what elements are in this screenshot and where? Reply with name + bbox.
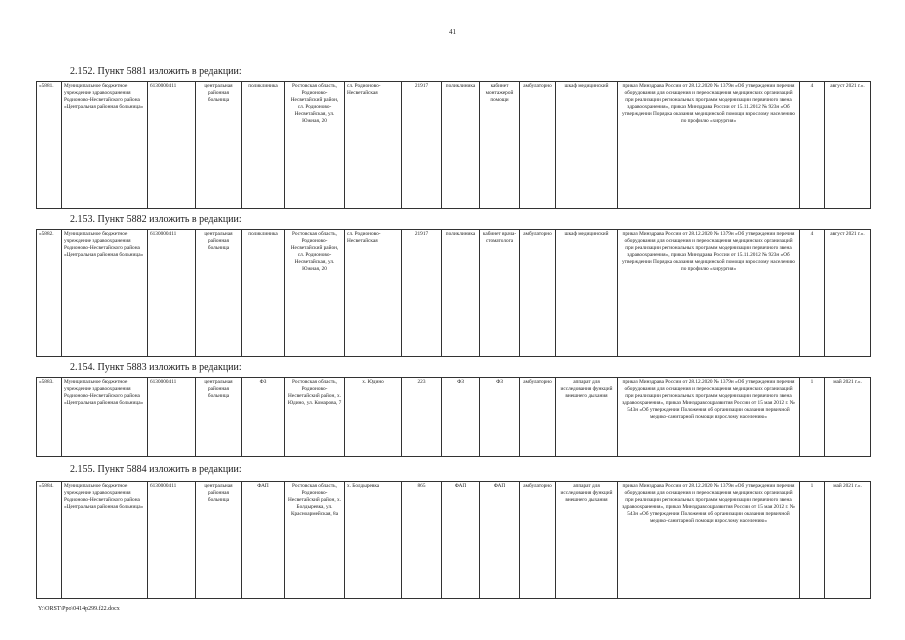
quantity: 4 xyxy=(800,82,825,209)
legal-basis: приказ Минздрава России от 28.12.2020 № 1379н «Об утверждении перечня оборудования для оснащения и переоснащения медицинских организаций при реализации региональных программ модернизации первичного звена здравоохранения», приказ Минздрава России от 15.11.2012 № 923н «Об утверждении Порядка оказания медицинской помощи взрослому населению по профилю «хирургия» xyxy=(618,82,800,209)
organization-name: Муниципальное бюджетное учреждение здравоохранения Родионово-Несветайского района «Центральная районная больница» xyxy=(62,378,148,457)
page-number: 41 xyxy=(449,28,456,36)
legal-basis: приказ Минздрава России от 28.12.2020 № 1379н «Об утверждении перечня оборудования для оснащения и переоснащения медицинских организаций при реализации региональных программ модернизации первичного звена здравоохранения», приказ Минздравсоцразвития России от 15 мая 2012 г. № 543н «Об утверждении Положения об организации оказания первичной медико-санитарной помощи взрослому населению» xyxy=(618,378,800,457)
deadline: май 2021 г.». xyxy=(825,378,871,457)
row-number: «5881. xyxy=(37,82,62,209)
inn: 6130000411 xyxy=(148,482,196,599)
row-number: «5882. xyxy=(37,230,62,357)
address: Ростовская область, Родионово-Несветайский район, х. Юдино, ул. Комарова, 7 xyxy=(285,378,345,457)
organization-type: центральная районная больница xyxy=(196,378,242,457)
quantity: 1 xyxy=(800,482,825,599)
legal-basis: приказ Минздрава России от 28.12.2020 № 1379н «Об утверждении перечня оборудования для оснащения и переоснащения медицинских организаций при реализации региональных программ модернизации первичного звена здравоохранения», приказ Минздравсоцразвития России от 15 мая 2012 г. № 543н «Об утверждении Положения об организации оказания первичной медико-санитарной помощи взрослому населению» xyxy=(618,482,800,599)
population: 223 xyxy=(402,378,442,457)
equipment: шкаф медицинский xyxy=(556,230,618,357)
amendment-table-5884 xyxy=(36,481,871,599)
organization-name: Муниципальное бюджетное учреждение здравоохранения Родионово-Несветайского района «Центральная районная больница» xyxy=(62,230,148,357)
organization-name: Муниципальное бюджетное учреждение здравоохранения Родионово-Несветайского района «Центральная районная больница» xyxy=(62,82,148,209)
table-row xyxy=(37,378,871,457)
section-heading-5884: 2.155. Пункт 5884 изложить в редакции: xyxy=(70,464,242,475)
amendment-table-5882 xyxy=(36,229,871,357)
deadline: май 2021 г.». xyxy=(825,482,871,599)
inn: 6130000411 xyxy=(148,230,196,357)
organization-name: Муниципальное бюджетное учреждение здравоохранения Родионово-Несветайского района «Центральная районная больница» xyxy=(62,482,148,599)
deadline: август 2021 г.». xyxy=(825,230,871,357)
section-heading-5881: 2.152. Пункт 5881 изложить в редакции: xyxy=(70,66,242,77)
care-conditions: амбулаторно xyxy=(520,378,556,457)
settlement: х. Юдино xyxy=(345,378,402,457)
subdivision: ФАП xyxy=(242,482,285,599)
subdivision: поликлиника xyxy=(242,82,285,209)
unit: ФЗ xyxy=(442,378,480,457)
unit: ФАП xyxy=(442,482,480,599)
table-row xyxy=(37,230,871,357)
population: 21917 xyxy=(402,230,442,357)
equipment: аппарат для исследования функций внешнего дыхания xyxy=(556,378,618,457)
subdivision: поликлиника xyxy=(242,230,285,357)
settlement: сл. Родионово-Несветайская xyxy=(345,230,402,357)
room: кабинет врача-стоматолога xyxy=(480,230,520,357)
room: ФАП xyxy=(480,482,520,599)
document-path-footer: Y:\ORST\Ppo\0414p299.f22.docx xyxy=(38,606,120,612)
address: Ростовская область, Родионово-Несветайский район, х. Болдыревка, ул. Красноармейская, 8а xyxy=(285,482,345,599)
population: 865 xyxy=(402,482,442,599)
table-row xyxy=(37,82,871,209)
section-heading-5883: 2.154. Пункт 5883 изложить в редакции: xyxy=(70,362,242,373)
care-conditions: амбулаторно xyxy=(520,482,556,599)
subdivision: ФЗ xyxy=(242,378,285,457)
equipment: шкаф медицинский xyxy=(556,82,618,209)
deadline: август 2021 г.». xyxy=(825,82,871,209)
quantity: 1 xyxy=(800,378,825,457)
row-number: «5883. xyxy=(37,378,62,457)
settlement: сл. Родионово-Несветайская xyxy=(345,82,402,209)
care-conditions: амбулаторно xyxy=(520,82,556,209)
quantity: 4 xyxy=(800,230,825,357)
amendment-table-5881 xyxy=(36,81,871,209)
legal-basis: приказ Минздрава России от 28.12.2020 № 1379н «Об утверждении перечня оборудования для оснащения и переоснащения медицинских организаций при реализации региональных программ модернизации первичного звена здравоохранения», приказ Минздрава России от 15.11.2012 № 923н «Об утверждении Порядка оказания медицинской помощи взрослому населению по профилю «хирургия» xyxy=(618,230,800,357)
inn: 6130000411 xyxy=(148,378,196,457)
section-heading-5882: 2.153. Пункт 5882 изложить в редакции: xyxy=(70,214,242,225)
amendment-table-5883 xyxy=(36,377,871,457)
settlement: х. Болдыревка xyxy=(345,482,402,599)
inn: 6130000411 xyxy=(148,82,196,209)
unit: поликлиника xyxy=(442,82,480,209)
population: 21917 xyxy=(402,82,442,209)
table-row xyxy=(37,482,871,599)
unit: поликлиника xyxy=(442,230,480,357)
address: Ростовская область, Родионово-Несветайский район, сл. Родионово-Несветайская, ул. Южная, 20 xyxy=(285,82,345,209)
room: кабинет монтажерой помощи xyxy=(480,82,520,209)
row-number: «5884. xyxy=(37,482,62,599)
organization-type: центральная районная больница xyxy=(196,230,242,357)
address: Ростовская область, Родионово-Несветайский район, сл. Родионово-Несветайская, ул. Южная, 20 xyxy=(285,230,345,357)
organization-type: центральная районная больница xyxy=(196,82,242,209)
organization-type: центральная районная больница xyxy=(196,482,242,599)
equipment: аппарат для исследования функций внешнего дыхания xyxy=(556,482,618,599)
room: ФЗ xyxy=(480,378,520,457)
care-conditions: амбулаторно xyxy=(520,230,556,357)
